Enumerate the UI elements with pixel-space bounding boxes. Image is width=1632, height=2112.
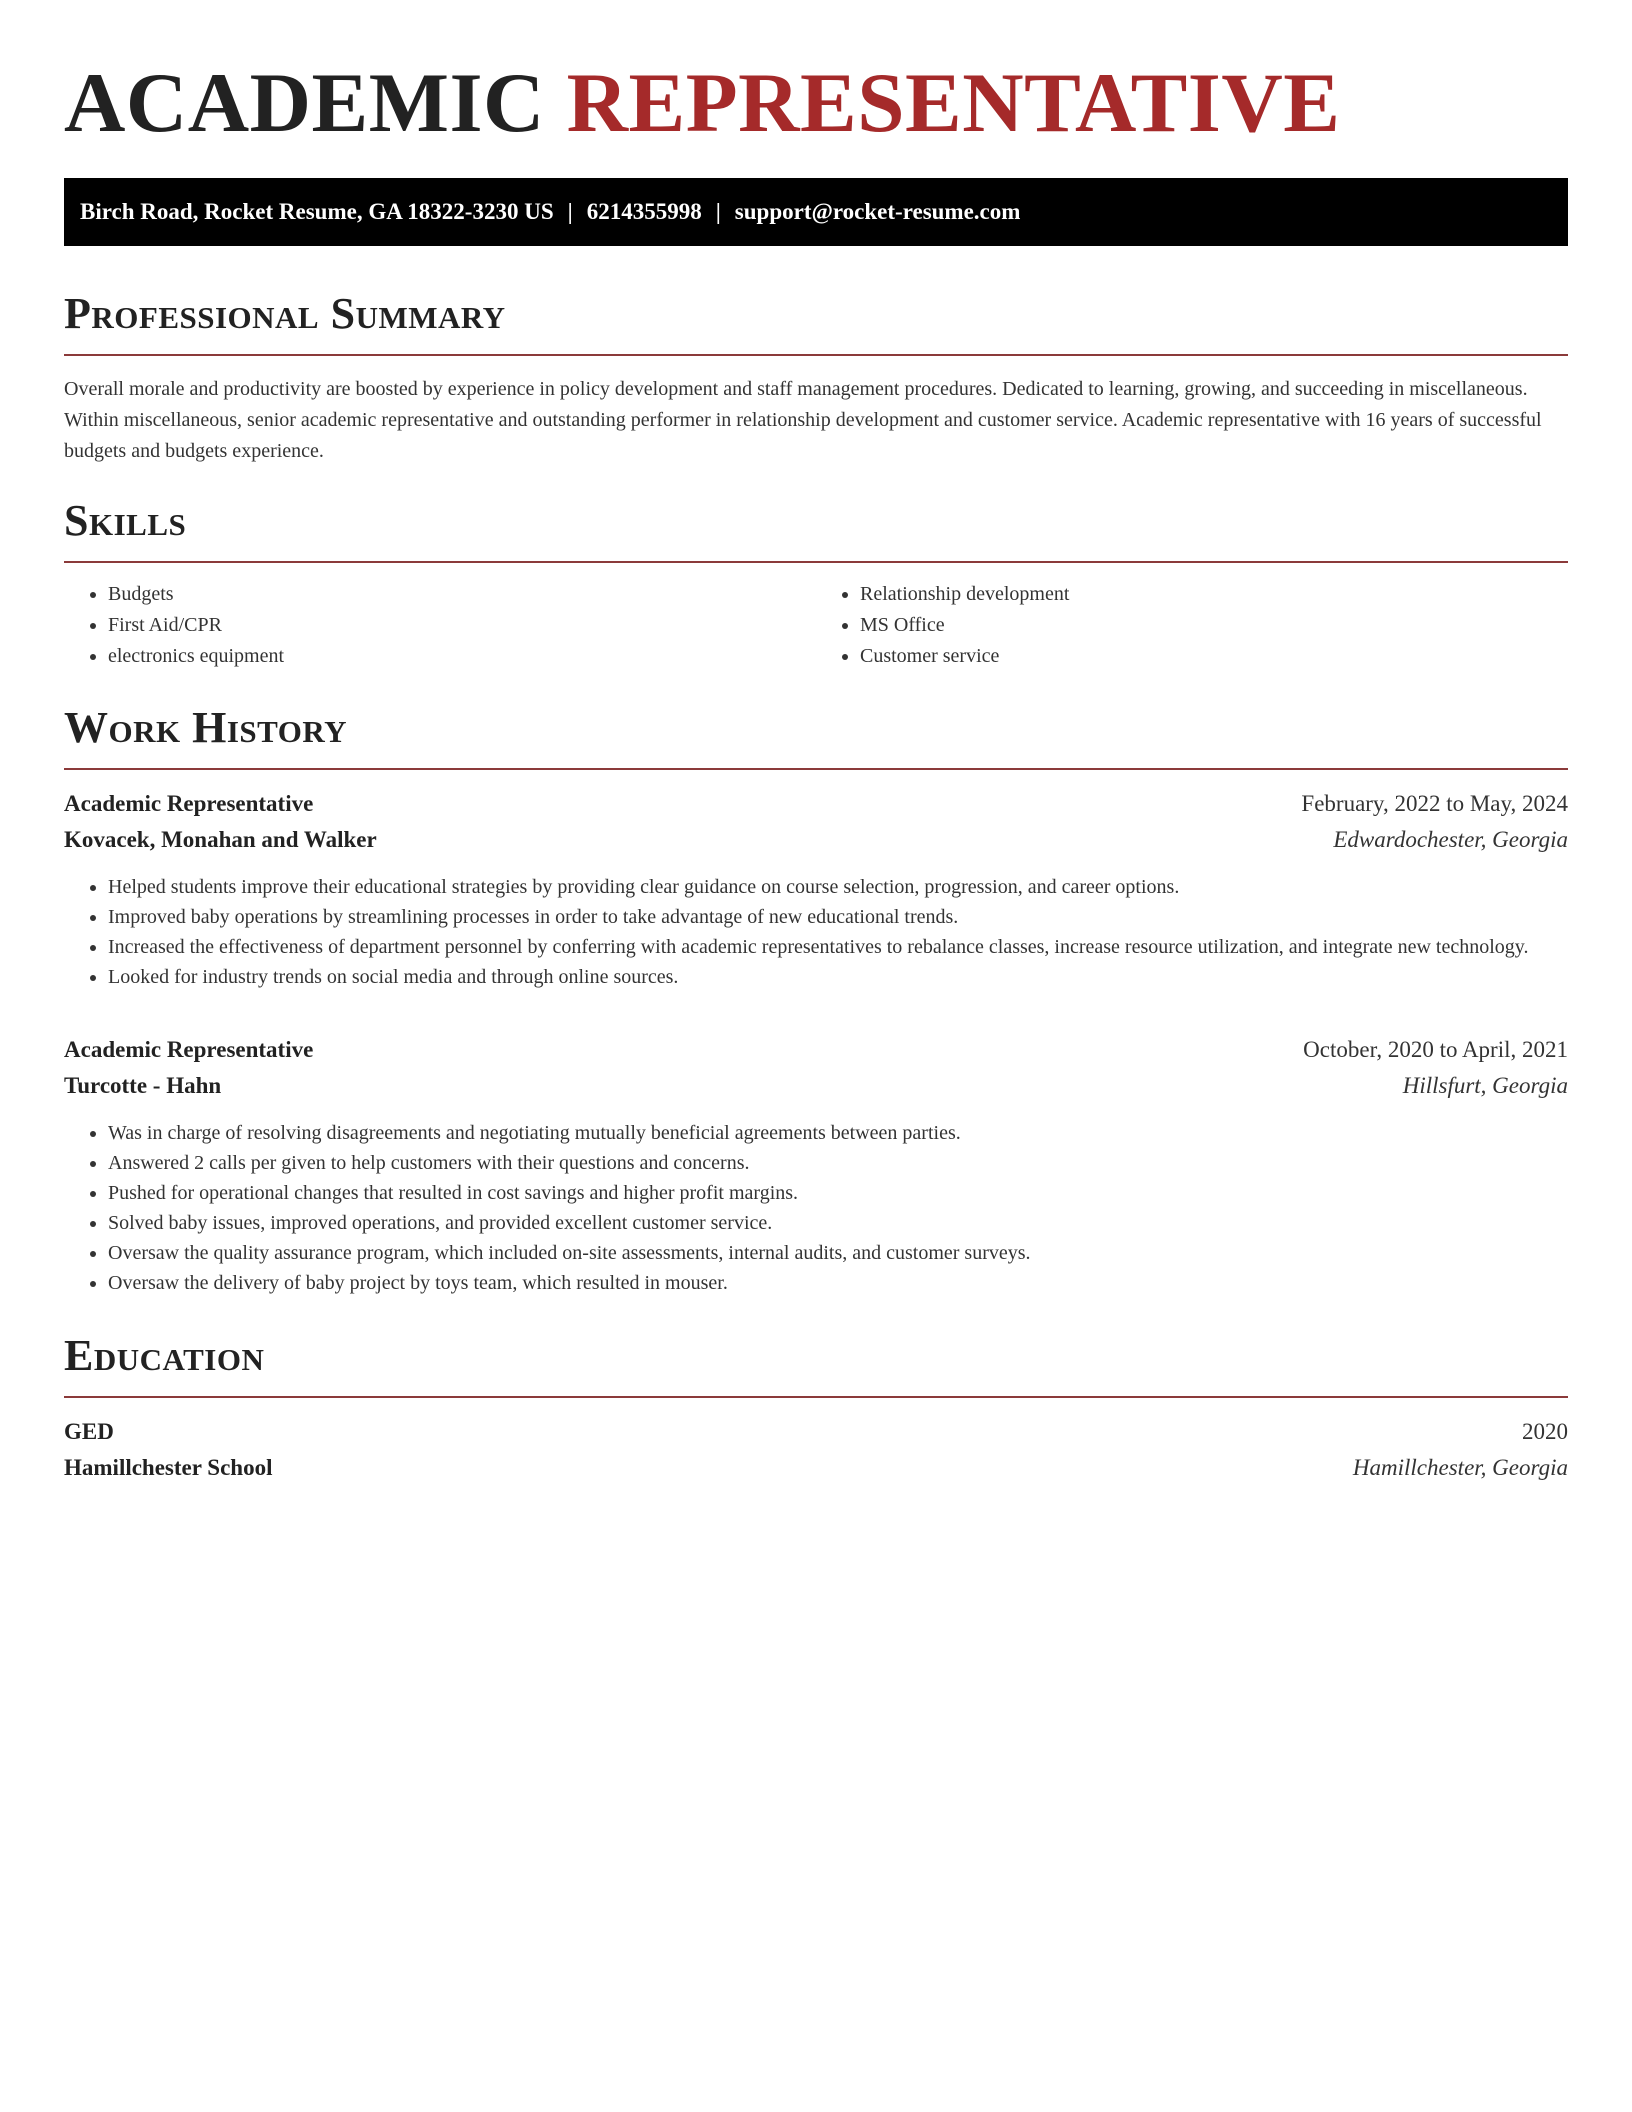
job-title: Academic Representative — [64, 1037, 314, 1062]
job-bullet: • Oversaw the delivery of baby project by toys team, which resulted in mouser. — [108, 1268, 1568, 1298]
contact-address: Birch Road, Rocket Resume, GA 18322-3230 US — [80, 199, 554, 224]
job-location: Edwardochester, Georgia — [1333, 827, 1568, 852]
job-location: Hillsfurt, Georgia — [1402, 1073, 1568, 1098]
contact-bar — [64, 178, 1568, 246]
skill-item: • MS Office — [860, 610, 1568, 641]
job-bullet: • Looked for industry trends on social media and through online sources. — [108, 962, 1568, 992]
resume-name — [64, 48, 1568, 158]
skills-column-left — [64, 579, 816, 672]
section-divider — [64, 354, 1568, 356]
section-title-education: Education — [64, 1331, 265, 1380]
contact-separator: | — [715, 199, 721, 224]
contact-separator: | — [567, 199, 573, 224]
job-bullet: • Improved baby operations by streamlining processes in order to take advantage of new educational trends. — [108, 902, 1568, 932]
contact-email: support@rocket-resume.com — [734, 199, 1021, 224]
education-school: Hamillchester School — [64, 1455, 273, 1480]
job-entry — [64, 1032, 1568, 1298]
name-last: REPRESENTATIVE — [566, 56, 1341, 150]
skill-item: • First Aid/CPR — [108, 610, 816, 641]
contact-phone: 6214355998 — [586, 199, 702, 224]
education-degree: GED — [64, 1419, 114, 1444]
job-bullets — [64, 872, 1568, 992]
skills-grid — [64, 579, 1568, 672]
skills-section — [64, 493, 1568, 672]
job-entry — [64, 786, 1568, 992]
section-title-summary: Professional Summary — [64, 289, 506, 338]
section-title-skills: Skills — [64, 496, 187, 545]
job-company: Turcotte - Hahn — [64, 1073, 222, 1098]
education-location: Hamillchester, Georgia — [1352, 1455, 1568, 1480]
job-title: Academic Representative — [64, 791, 314, 816]
skill-item: • electronics equipment — [108, 641, 816, 672]
summary-text: Overall morale and productivity are boosted by experience in policy development and staff management procedures. Dedicated to learning, growing, and succeeding in miscellaneous. Within miscellaneous, senior academic representative and outstanding performer in relationship development and customer service. Academic representative with 16 years of successful budgets and budgets experience. — [64, 378, 1542, 462]
skill-item: • Customer service — [860, 641, 1568, 672]
name-first: ACADEMIC — [64, 56, 545, 150]
skill-item: • Relationship development — [860, 579, 1568, 610]
skill-item: • Budgets — [108, 579, 816, 610]
job-bullet: • Answered 2 calls per given to help customers with their questions and concerns. — [108, 1148, 1568, 1178]
section-title-work-history: Work History — [64, 703, 348, 752]
education-entry — [64, 1414, 1568, 1486]
job-bullet: • Helped students improve their educational strategies by providing clear guidance on course selection, progression, and career options. — [108, 872, 1568, 902]
section-divider — [64, 561, 1568, 563]
skills-column-right — [816, 579, 1568, 672]
job-dates: February, 2022 to May, 2024 — [1301, 791, 1568, 816]
job-bullets — [64, 1118, 1568, 1298]
education-section — [64, 1328, 1568, 1486]
education-year: 2020 — [1522, 1419, 1568, 1444]
job-bullet: • Solved baby issues, improved operations, and provided excellent customer service. — [108, 1208, 1568, 1238]
section-divider — [64, 768, 1568, 770]
work-history-section — [64, 700, 1568, 1298]
job-company: Kovacek, Monahan and Walker — [64, 827, 377, 852]
job-dates: October, 2020 to April, 2021 — [1303, 1037, 1568, 1062]
job-bullet: • Increased the effectiveness of department personnel by conferring with academic representatives to rebalance classes, increase resource utilization, and integrate new technology. — [108, 932, 1568, 962]
job-bullet: • Pushed for operational changes that resulted in cost savings and higher profit margins. — [108, 1178, 1568, 1208]
summary-section — [64, 286, 1568, 467]
job-bullet: • Was in charge of resolving disagreements and negotiating mutually beneficial agreements between parties. — [108, 1118, 1568, 1148]
section-divider — [64, 1396, 1568, 1398]
job-bullet: • Oversaw the quality assurance program, which included on-site assessments, internal audits, and customer surveys. — [108, 1238, 1568, 1268]
